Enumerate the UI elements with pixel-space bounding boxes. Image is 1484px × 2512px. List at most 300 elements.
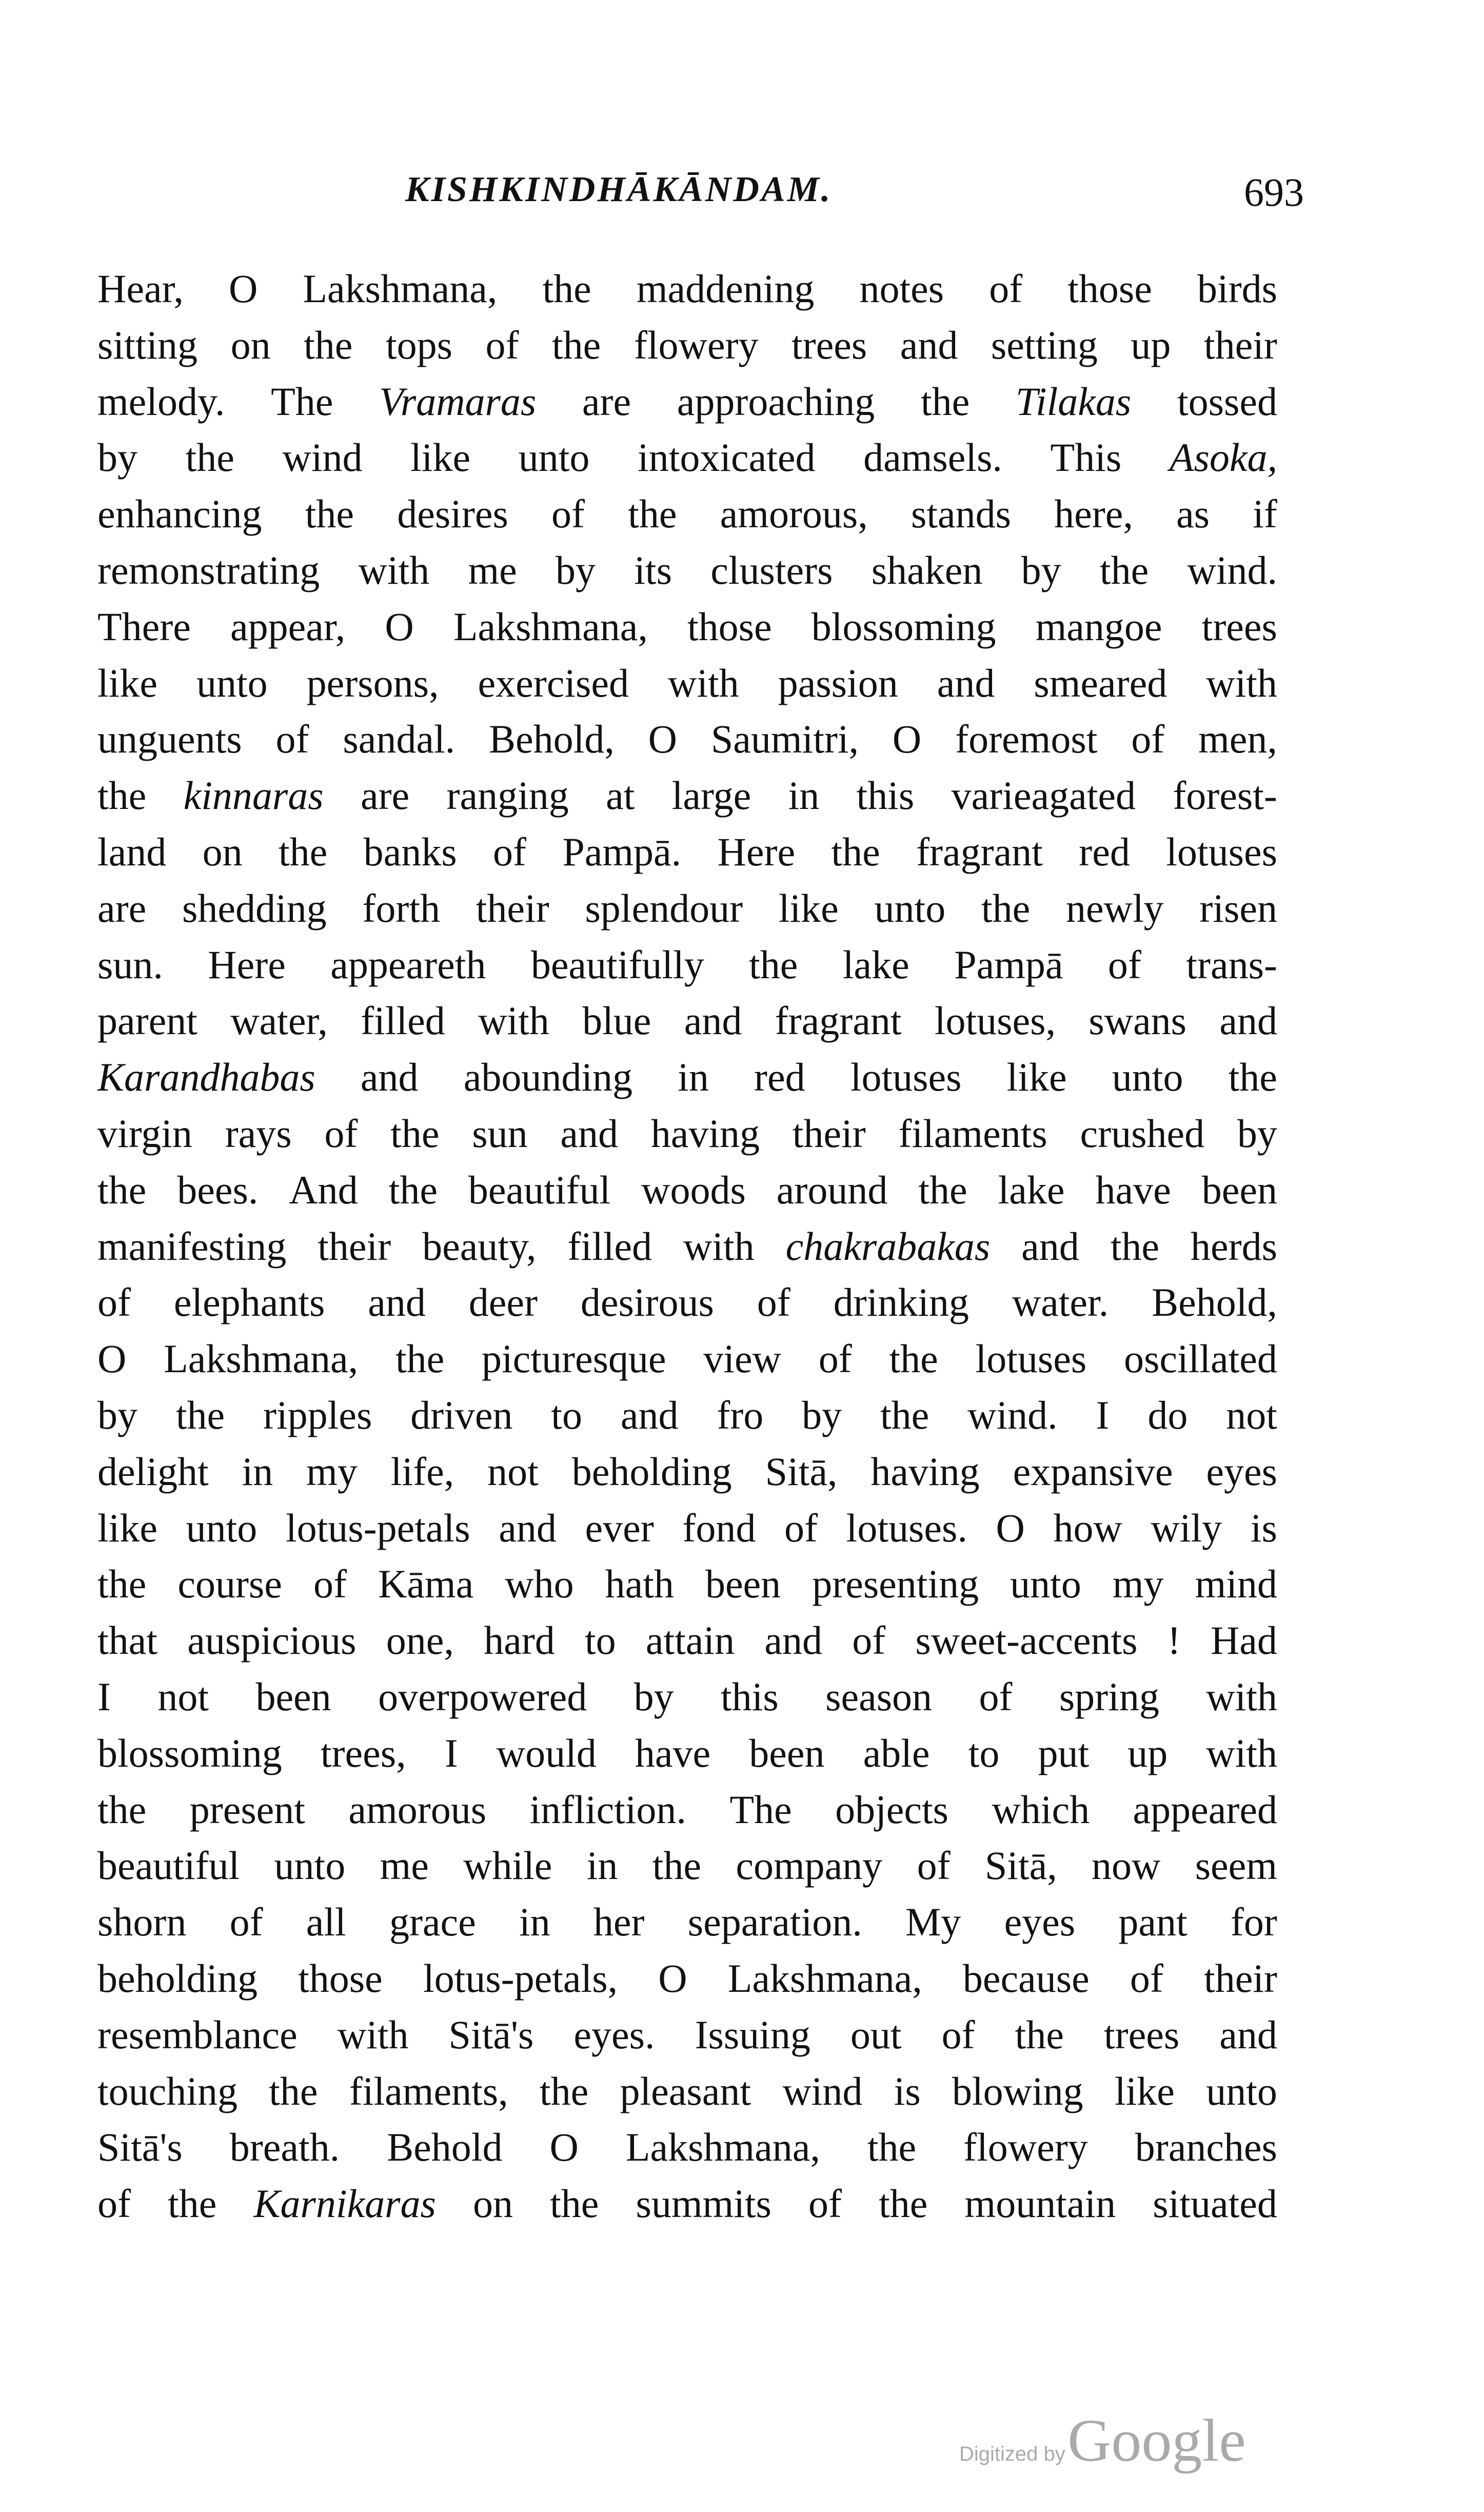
word: trees <box>791 322 867 367</box>
word: flowery <box>963 2125 1088 2170</box>
word: fro <box>717 1392 764 1437</box>
word: of <box>485 322 519 367</box>
word: blossoming <box>97 1730 282 1775</box>
word: lotus-petals <box>285 1505 470 1550</box>
text-line <box>97 2175 1277 2232</box>
word: fragrant <box>916 829 1043 874</box>
word: approaching <box>677 379 875 424</box>
italic-word: Vramaras <box>379 379 537 424</box>
word: blossoming <box>811 604 996 649</box>
word: on <box>473 2181 513 2226</box>
word: course <box>177 1561 282 1607</box>
text-line <box>97 1950 1277 2007</box>
word: herds <box>1190 1223 1277 1269</box>
word: the <box>395 1336 445 1381</box>
text-line <box>97 993 1277 1049</box>
word: mind <box>1195 1561 1277 1607</box>
word: lotuses <box>1166 829 1277 874</box>
word: overpowered <box>378 1674 587 1719</box>
word: wind. <box>1187 547 1277 592</box>
word: The <box>271 379 333 424</box>
word: hard <box>484 1618 555 1663</box>
word: rays <box>225 1111 292 1156</box>
word: which <box>992 1787 1090 1832</box>
word: with <box>1206 660 1277 705</box>
word: pleasant <box>620 2068 751 2113</box>
word: large <box>671 773 751 818</box>
word: enhancing <box>97 491 262 537</box>
word: me <box>468 547 517 592</box>
word: resemblance <box>97 2012 298 2057</box>
word: My <box>905 1900 961 1945</box>
word: touching <box>97 2068 238 2113</box>
text-line <box>97 1049 1277 1105</box>
word: their <box>1203 322 1277 367</box>
word: the <box>269 2068 318 2113</box>
word: and <box>764 1618 822 1663</box>
italic-word: Asoka, <box>1169 435 1277 480</box>
word: in <box>519 1900 550 1945</box>
word: I <box>444 1730 458 1775</box>
word: And <box>289 1167 358 1212</box>
word: and <box>368 1280 426 1325</box>
word: hath <box>605 1561 674 1607</box>
word: who <box>505 1561 574 1607</box>
word: lake <box>998 1167 1065 1212</box>
word: on <box>230 322 271 367</box>
word: appeared <box>1133 1787 1277 1832</box>
word: red <box>754 1055 805 1100</box>
word: of <box>493 829 526 874</box>
word: unto <box>186 1505 258 1550</box>
word: branches <box>1135 2125 1277 2170</box>
word: unto <box>518 435 590 480</box>
word: with <box>1206 1674 1277 1719</box>
word: have <box>1095 1167 1171 1212</box>
word: bees. <box>177 1167 259 1212</box>
word: around <box>776 1167 888 1212</box>
word: woods <box>641 1167 746 1212</box>
word: filled <box>567 1223 652 1269</box>
word: beautifully <box>530 942 704 987</box>
word: out <box>850 2012 902 2057</box>
text-line <box>97 1105 1277 1162</box>
word: This <box>1050 435 1122 480</box>
word: with <box>683 1223 755 1269</box>
word: pant <box>1118 1900 1188 1945</box>
word: Pampā <box>954 942 1063 987</box>
word: unto <box>196 660 268 705</box>
word: forth <box>362 885 440 931</box>
text-line <box>97 599 1277 655</box>
word: the <box>539 2068 589 2113</box>
word: have <box>635 1730 711 1775</box>
word: flowery <box>634 322 759 367</box>
word: amorous <box>348 1787 487 1832</box>
word: Behold <box>387 2125 503 2170</box>
word: picturesque <box>482 1336 666 1381</box>
word: and <box>900 322 958 367</box>
word: the <box>918 1167 967 1212</box>
word: season <box>825 1674 933 1719</box>
word: like <box>1006 1055 1067 1100</box>
word: like <box>778 885 839 931</box>
word: splendour <box>585 885 743 931</box>
word: the <box>831 829 880 874</box>
word: men, <box>1198 717 1277 762</box>
word: Pampā. <box>562 829 682 874</box>
word: Here <box>717 829 796 874</box>
word: the <box>388 1167 438 1212</box>
word: Issuing <box>695 2012 810 2057</box>
text-line <box>97 711 1277 767</box>
word: and <box>620 1392 679 1437</box>
word: with <box>358 547 430 592</box>
word: the <box>97 1787 147 1832</box>
word: been <box>749 1730 825 1775</box>
word: the <box>920 379 970 424</box>
word: of <box>852 1618 886 1663</box>
word: smeared <box>1034 660 1168 705</box>
word: breath. <box>229 2125 340 2170</box>
word: Kāma <box>378 1561 474 1607</box>
word: of <box>1131 717 1165 762</box>
word: fragrant <box>775 998 902 1043</box>
word: of <box>818 1336 852 1381</box>
word: my <box>306 1449 358 1494</box>
word: varieagated <box>951 773 1136 818</box>
word: me <box>380 1843 429 1888</box>
word: while <box>463 1843 552 1888</box>
page-number: 693 <box>1244 170 1304 214</box>
word: in <box>242 1449 273 1494</box>
text-line <box>97 1218 1277 1275</box>
word: of <box>275 717 309 762</box>
word: I <box>97 1674 111 1719</box>
word: sandal. <box>343 717 456 762</box>
word: all <box>306 1900 346 1945</box>
word: appeareth <box>330 942 486 987</box>
word: beautiful <box>468 1167 611 1212</box>
text-line <box>97 824 1277 880</box>
word: unto <box>1112 1055 1183 1100</box>
word: to <box>584 1618 616 1663</box>
word: Lakshmana, <box>727 1955 922 2001</box>
word: and <box>499 1505 557 1550</box>
word: the <box>889 1336 938 1381</box>
word: the <box>97 1561 147 1607</box>
word: are <box>97 885 147 931</box>
word: O <box>97 1336 127 1381</box>
word: oscillated <box>1124 1336 1277 1381</box>
word: on <box>202 829 243 874</box>
word: the <box>550 2181 599 2226</box>
text-line <box>97 937 1277 993</box>
word: of <box>97 2181 131 2226</box>
word: of <box>808 2181 842 2226</box>
word: Hear, <box>97 266 184 311</box>
word: summits <box>636 2181 771 2226</box>
word: put <box>1038 1730 1090 1775</box>
word: O <box>996 1505 1025 1550</box>
word: wily <box>1151 1505 1222 1550</box>
word: of <box>1130 1955 1163 2001</box>
word: shaken <box>871 547 983 592</box>
word: land <box>97 829 167 874</box>
word: lotuses <box>975 1336 1087 1381</box>
word: and <box>937 660 995 705</box>
word: Lakshmana, <box>303 266 498 311</box>
word: water, <box>230 998 328 1043</box>
word: the <box>1228 1055 1277 1100</box>
word: lake <box>842 942 909 987</box>
word: manifesting <box>97 1223 287 1269</box>
google-logo: Google <box>1067 2407 1246 2474</box>
word: its <box>634 547 672 592</box>
word: of <box>1107 942 1141 987</box>
text-line <box>97 1612 1277 1669</box>
word: shedding <box>182 885 327 931</box>
word: are <box>360 773 410 818</box>
word: the <box>97 1167 147 1212</box>
text-line <box>97 1556 1277 1612</box>
word: risen <box>1199 885 1277 931</box>
word: and <box>1021 1223 1079 1269</box>
text-line <box>97 1162 1277 1218</box>
running-title: KISHKINDHĀKĀNDAM. <box>405 170 833 209</box>
text-line <box>97 1500 1277 1556</box>
word: maddening <box>636 266 815 311</box>
word: to <box>968 1730 1000 1775</box>
word: eyes <box>1206 1449 1277 1494</box>
word: would <box>496 1730 597 1775</box>
word: the <box>552 322 601 367</box>
word: persons, <box>306 660 439 705</box>
word: melody. <box>97 379 225 424</box>
word: amorous, <box>720 491 868 537</box>
word: company <box>736 1843 883 1888</box>
italic-word: Tilakas <box>1015 379 1132 424</box>
word: the <box>1110 1223 1160 1269</box>
word: fond <box>682 1505 756 1550</box>
word: exercised <box>478 660 629 705</box>
word: seem <box>1195 1843 1277 1888</box>
word: at <box>606 773 635 818</box>
word: like <box>410 435 471 480</box>
word: life, <box>390 1449 454 1494</box>
word: setting <box>991 322 1098 367</box>
word: is <box>894 2068 921 2113</box>
word: trees <box>1104 2012 1180 2057</box>
word: ever <box>585 1505 654 1550</box>
word: how <box>1053 1505 1122 1550</box>
word: her <box>593 1900 645 1945</box>
word: of <box>313 1561 347 1607</box>
text-line <box>97 373 1277 430</box>
word: the <box>185 435 234 480</box>
word: like <box>97 1505 157 1550</box>
word: infliction. <box>529 1787 686 1832</box>
word: here, <box>1054 491 1133 537</box>
word: of <box>324 1111 358 1156</box>
text-line <box>97 317 1277 373</box>
word: trees, <box>320 1730 406 1775</box>
word: those <box>687 604 772 649</box>
word: virgin <box>97 1111 192 1156</box>
word: blue <box>582 998 651 1043</box>
word: with <box>337 2012 409 2057</box>
word: of <box>551 491 585 537</box>
word: Sitā's <box>448 2012 534 2057</box>
word: as <box>1176 491 1210 537</box>
text-line <box>97 1725 1277 1782</box>
text-line <box>97 2007 1277 2063</box>
word: the <box>749 942 798 987</box>
word: passion <box>778 660 898 705</box>
text-line <box>97 261 1277 317</box>
word: O <box>385 604 414 649</box>
word: present <box>189 1787 305 1832</box>
word: because <box>962 1955 1090 2001</box>
word: appear, <box>230 604 346 649</box>
word: lotuses, <box>934 998 1056 1043</box>
word: with <box>668 660 739 705</box>
word: Lakshmana, <box>453 604 648 649</box>
word: red <box>1079 829 1130 874</box>
word: and <box>560 1111 618 1156</box>
word: the <box>279 829 328 874</box>
word: the <box>867 2125 917 2170</box>
word: like <box>97 660 157 705</box>
word: clusters <box>710 547 833 592</box>
word: unto <box>1206 2068 1277 2113</box>
word: the <box>981 885 1031 931</box>
word: beauty, <box>422 1223 537 1269</box>
word: the <box>879 2181 928 2226</box>
word: beautiful <box>97 1843 240 1888</box>
text-line <box>97 542 1277 599</box>
word: eyes. <box>573 2012 655 2057</box>
word: situated <box>1153 2181 1277 2226</box>
word: to <box>551 1392 582 1437</box>
word: The <box>729 1787 792 1832</box>
word: attain <box>645 1618 735 1663</box>
word: foremost <box>955 717 1098 762</box>
word: tops <box>385 322 452 367</box>
word: the <box>652 1843 702 1888</box>
word: grace <box>389 1900 476 1945</box>
word: eyes <box>1004 1900 1076 1945</box>
text-line <box>97 486 1277 542</box>
word: intoxicated <box>637 435 816 480</box>
word: water. <box>1012 1280 1109 1325</box>
word: O <box>549 2125 579 2170</box>
word: O <box>228 266 258 311</box>
word: forest- <box>1173 773 1277 818</box>
word: O <box>648 717 678 762</box>
word: of <box>97 1280 131 1325</box>
word: this <box>721 1674 779 1719</box>
text-line <box>97 1331 1277 1387</box>
text-line <box>97 655 1277 711</box>
word: the <box>305 491 354 537</box>
word: now <box>1092 1843 1161 1888</box>
word: lotuses <box>850 1055 962 1100</box>
word: Behold, <box>1152 1280 1277 1325</box>
word: and <box>1219 998 1277 1043</box>
word: mountain <box>964 2181 1116 2226</box>
word: objects <box>835 1787 949 1832</box>
word: the <box>304 322 353 367</box>
word: by <box>634 1674 674 1719</box>
word: their <box>476 885 549 931</box>
word: blowing <box>952 2068 1083 2113</box>
word: view <box>703 1336 781 1381</box>
word: filled <box>361 998 445 1043</box>
word: crushed <box>1080 1111 1205 1156</box>
text-line <box>97 2063 1277 2120</box>
word: driven <box>410 1392 513 1437</box>
word: this <box>856 773 915 818</box>
word: of <box>784 1505 818 1550</box>
word: lotus-petals, <box>423 1955 618 2001</box>
word: by <box>802 1392 842 1437</box>
word: by <box>556 547 596 592</box>
word: desirous <box>580 1280 714 1325</box>
word: of <box>917 1843 951 1888</box>
italic-word: Karandhabas <box>97 1055 315 1100</box>
word: ripples <box>263 1392 372 1437</box>
word: sun. <box>97 942 163 987</box>
word: trees <box>1201 604 1277 649</box>
word: sweet-accents <box>915 1618 1138 1663</box>
word: desires <box>397 491 508 537</box>
word: unto <box>874 885 946 931</box>
word: unguents <box>97 717 242 762</box>
word: and <box>1219 2012 1277 2057</box>
word: Lakshmana, <box>625 2125 820 2170</box>
word: trans- <box>1186 942 1277 987</box>
word: stands <box>911 491 1011 537</box>
word: drinking <box>833 1280 969 1325</box>
word: filaments, <box>349 2068 508 2113</box>
word: their <box>792 1111 866 1156</box>
word: Saumitri, <box>710 717 859 762</box>
text-line <box>97 767 1277 824</box>
word: damsels. <box>863 435 1002 480</box>
word: birds <box>1197 266 1277 311</box>
word: unto <box>1010 1561 1081 1607</box>
word: in <box>678 1055 709 1100</box>
word: O <box>658 1955 687 2001</box>
word: Lakshmana, <box>164 1336 359 1381</box>
word: the <box>628 491 677 537</box>
word: abounding <box>463 1055 632 1100</box>
word: if <box>1253 491 1277 537</box>
text-line <box>97 1837 1277 1894</box>
body-text <box>97 261 1277 2232</box>
word: the <box>390 1111 440 1156</box>
word: that <box>97 1618 157 1663</box>
word: one, <box>386 1618 454 1663</box>
word: lotuses. <box>846 1505 967 1550</box>
word: ranging <box>446 773 569 818</box>
text-line <box>97 429 1277 486</box>
word: is <box>1250 1505 1277 1550</box>
word: in <box>788 773 820 818</box>
word: spring <box>1059 1674 1159 1719</box>
word: deer <box>468 1280 538 1325</box>
